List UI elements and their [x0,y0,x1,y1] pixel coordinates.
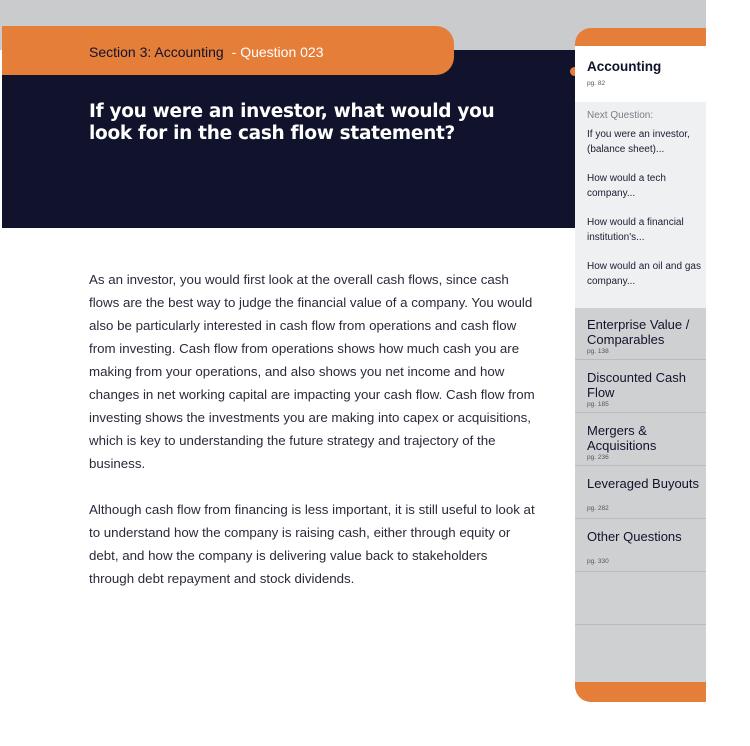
sidebar-item-enterprise-value[interactable] [575,308,706,360]
section-label: Section 3: Accounting [89,44,224,60]
chapter-page: pg. 138 [587,348,609,355]
sidebar-item-dcf[interactable] [575,361,706,413]
question-title: If you were an investor, what would you look for in the cash flow statement? [89,101,495,144]
sidebar-bottom-accent [575,682,706,702]
sidebar-top-accent [575,28,706,46]
chapter-title: Leveraged Buyouts [587,476,700,491]
chapter-title: Enterprise Value / Comparables [587,317,690,347]
chapter-page: pg. 282 [587,505,609,512]
next-question-link[interactable]: How would a financial institution's... [587,217,684,243]
chapter-title: Mergers & Acquisitions [587,423,657,453]
chapter-title: Discounted Cash Flow [587,370,686,400]
current-chapter[interactable] [575,46,706,102]
sidebar-empty-slot [575,626,706,678]
current-chapter-page: pg. 82 [587,80,606,87]
sidebar-item-other[interactable] [575,520,706,572]
chapter-page: pg. 236 [587,454,609,461]
sidebar-item-mergers[interactable] [575,414,706,466]
question-number: - Question 023 [231,44,324,60]
next-questions-panel [575,102,706,308]
chapter-sidebar [575,28,706,702]
next-question-link[interactable]: How would an oil and gas company... [587,261,701,287]
answer-body [89,268,535,613]
sidebar-item-lbo[interactable] [575,467,706,519]
next-question-link[interactable]: If you were an investor, (balance sheet)... [587,129,690,155]
next-question-link[interactable]: How would a tech company... [587,173,666,199]
section-header [89,44,324,60]
answer-paragraph: As an investor, you would first look at the overall cash flows, since cash flows are the best way to judge the financial value of a company. You would also be particularly interested in cash flow from operations and cash flow from investing. Cash flow from operations shows how much cash you are making from your operations, and also shows you net income and how changes in net working capital are impacting your cash flow. Cash flow from investing shows the investments you are making into capex or acquisitions, which is key to understanding the future strategy and trajectory of the business. [89,272,535,471]
current-chapter-title: Accounting [587,59,662,74]
chapter-page: pg. 330 [587,558,609,565]
sidebar-empty-slot [575,573,706,625]
answer-paragraph: Although cash flow from financing is less important, it is still useful to look at to understand how the company is raising cash, either through equity or debt, and how the company is delivering value back to stakeholders through debt repayment and stock dividends. [89,502,535,586]
chapter-page: pg. 185 [587,401,609,408]
chapter-title: Other Questions [587,529,682,544]
next-question-label: Next Question: [587,110,654,121]
